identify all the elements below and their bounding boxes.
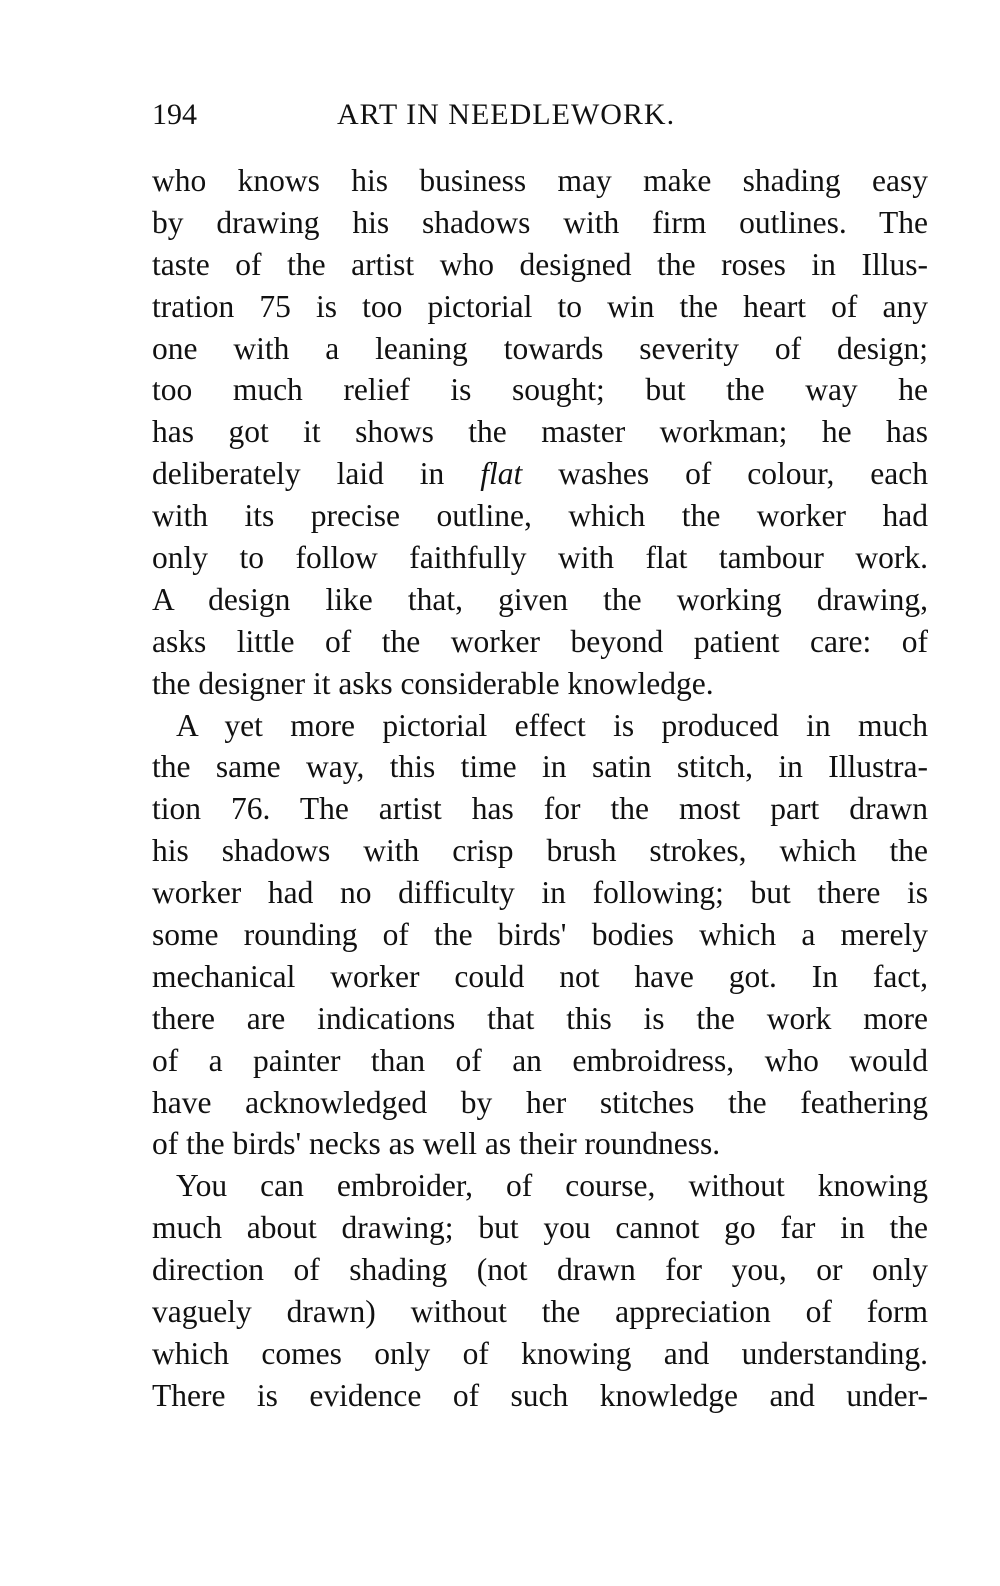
text-line: of the birds' necks as well as their roundness. <box>152 1126 721 1162</box>
text-line: A design like that, given the working drawing, <box>152 581 928 617</box>
text-line: the same way, this time in satin stitch, in Illustra- <box>152 749 928 785</box>
text-line: asks little of the worker beyond patient care: of <box>152 623 928 659</box>
text-line: worker had no difficulty in following; but there is <box>152 875 928 911</box>
text-line: which comes only of knowing and understanding. <box>152 1335 928 1371</box>
text-line: mechanical worker could not have got. In fact, <box>152 958 928 994</box>
text-line: taste of the artist who designed the roses in Illus- <box>152 246 928 282</box>
text-line: have acknowledged by her stitches the feathering <box>152 1084 928 1120</box>
running-title: ART IN NEEDLEWORK. <box>337 98 676 131</box>
text-line: tration 75 is too pictorial to win the heart of any <box>152 288 928 324</box>
text-line: the designer it asks considerable knowledge. <box>152 665 714 701</box>
text-line: has got it shows the master workman; he has <box>152 414 928 450</box>
text-line: who knows his business may make shading easy <box>152 163 928 198</box>
text-line: only to follow faithfully with flat tambour work. <box>152 540 928 576</box>
text-line: deliberately laid in flat washes of colour, each <box>152 456 928 492</box>
text-line: some rounding of the birds' bodies which a merely <box>152 917 928 953</box>
text-line: There is evidence of such knowledge and under- <box>152 1377 928 1413</box>
text-line: one with a leaning towards severity of design; <box>152 330 928 366</box>
text-line: of a painter than of an embroidress, who would <box>152 1042 928 1078</box>
text-line: much about drawing; but you cannot go far in the <box>152 1210 928 1246</box>
text-line: vaguely drawn) without the appreciation of form <box>152 1294 928 1330</box>
text-line: there are indications that this is the work more <box>152 1000 928 1036</box>
page-number: 194 <box>152 98 197 131</box>
body-text <box>152 160 928 1417</box>
text-line: You can embroider, of course, without knowing <box>176 1168 928 1204</box>
text-line: direction of shading (not drawn for you, or only <box>152 1252 928 1288</box>
text-line: with its precise outline, which the worker had <box>152 498 928 534</box>
text-line: his shadows with crisp brush strokes, which the <box>152 833 928 869</box>
running-header <box>152 98 932 138</box>
text-line: A yet more pictorial effect is produced in much <box>176 707 928 743</box>
text-line: tion 76. The artist has for the most part drawn <box>152 791 928 827</box>
text-line: by drawing his shadows with firm outlines. The <box>152 204 928 240</box>
text-line: too much relief is sought; but the way he <box>152 372 928 408</box>
